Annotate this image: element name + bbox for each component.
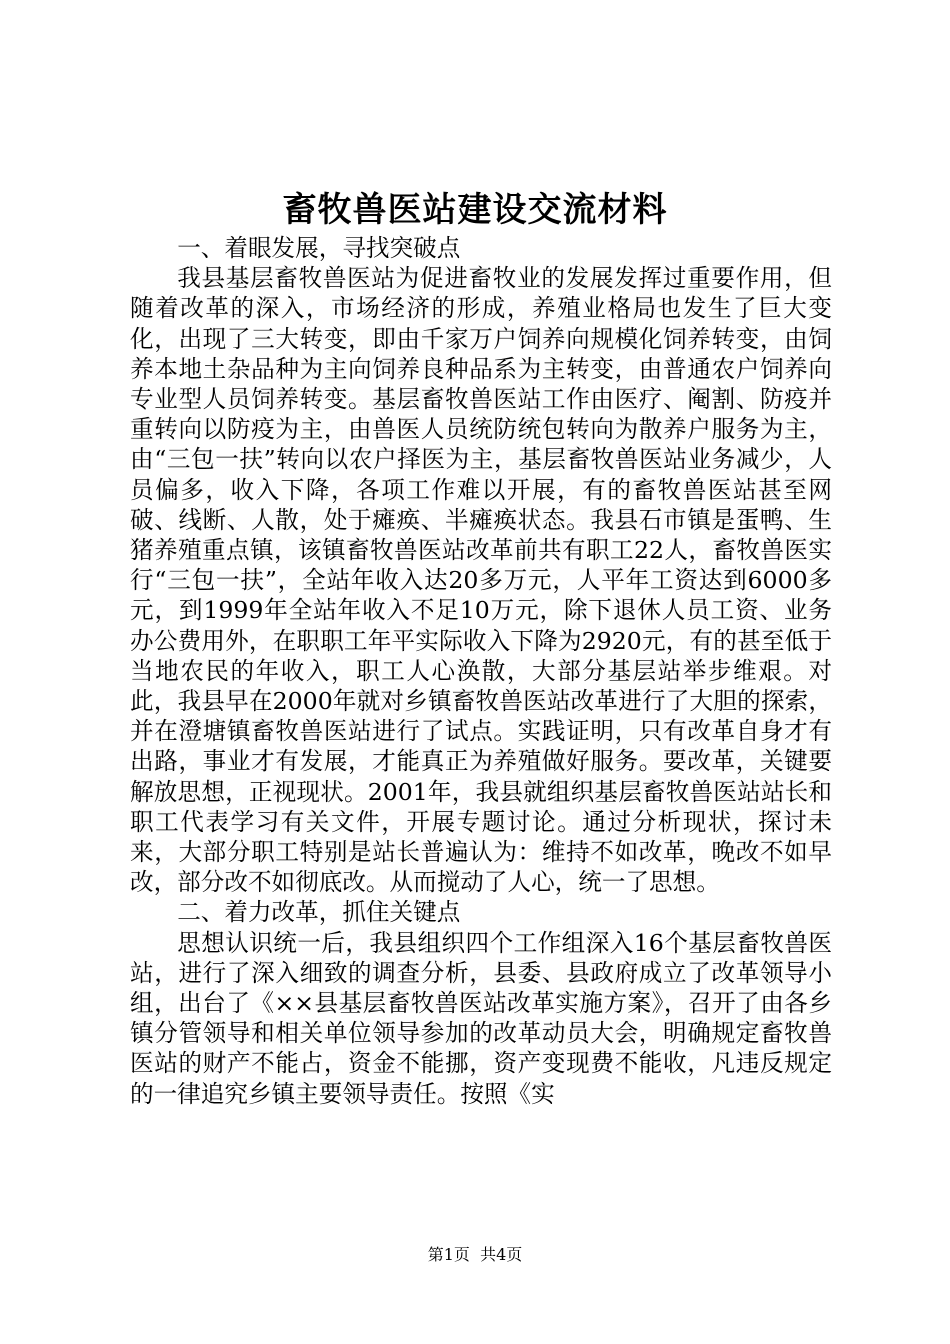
body-paragraph: 我县基层畜牧兽医站为促进畜牧业的发展发挥过重要作用，但随着改革的深入，市场经济的形成，养殖业格局也发生了巨大变化，出现了三大转变，即由千家万户饲养向规模化饲养转变，由饲养本地土杂品种为主向饲养良种品系为主转变，由普通农户饲养向专业型人员饲养转变。基层畜牧兽医站工作由医疗、阉割、防疫并重转向以防疫为主，由兽医人员统防统包转向为散养户服务为主，由“三包一扶”转向以农户择医为主，基层畜牧兽医站业务减少，人员偏多，收入下降，各项工作难以开展，有的畜牧兽医站甚至网破、线断、人散，处于瘫痪、半瘫痪状态。我县石市镇是蛋鸭、生猪养殖重点镇，该镇畜牧兽医站改革前共有职工22人，畜牧兽医实行“三包一扶”，全站年收入达20多万元，人平年工资达到6000多元，到1999年全站年收入不足10万元，除下退休人员工资、业务办公费用外，在职职工年平实际收入下降为2920元，有的甚至低于当地农民的年收入，职工人心涣散，大部分基层站举步维艰。对此，我县早在2000年就对乡镇畜牧兽医站改革进行了大胆的探索，并在澄塘镇畜牧兽医站进行了试点。实践证明，只有改革自身才有出路，事业才有发展，才能真正为养殖做好服务。要改革，关键要解放思想，正视现状。2001年，我县就组织基层畜牧兽医站站长和职工代表学习有关文件，开展专题讨论。通过分析现状，探讨未来，大部分职工特别是站长普遍认为：维持不如改革，晚改不如早改，部分改不如彻底改。从而搅动了人心，统一了思想。: [130, 264, 832, 897]
document-body: [130, 233, 832, 1109]
page-total: 共4页: [480, 1245, 523, 1264]
document-title: 畜牧兽医站建设交流材料: [282, 190, 668, 230]
page-footer: [0, 1245, 950, 1265]
section-heading: 一、着眼发展，寻找突破点: [177, 234, 461, 262]
body-paragraph: 思想认识统一后，我县组织四个工作组深入16个基层畜牧兽医站，进行了深入细致的调查分析，县委、县政府成立了改革领导小组，出台了《××县基层畜牧兽医站改革实施方案》，召开了由各乡镇分管领导和相关单位领导参加的改革动员大会，明确规定畜牧兽医站的财产不能占，资金不能挪，资产变现费不能收，凡违反规定的一律追究乡镇主要领导责任。按照《实: [130, 928, 832, 1108]
section-heading: 二、着力改革，抓住关键点: [177, 898, 461, 927]
page-number: 第1页: [427, 1245, 470, 1264]
